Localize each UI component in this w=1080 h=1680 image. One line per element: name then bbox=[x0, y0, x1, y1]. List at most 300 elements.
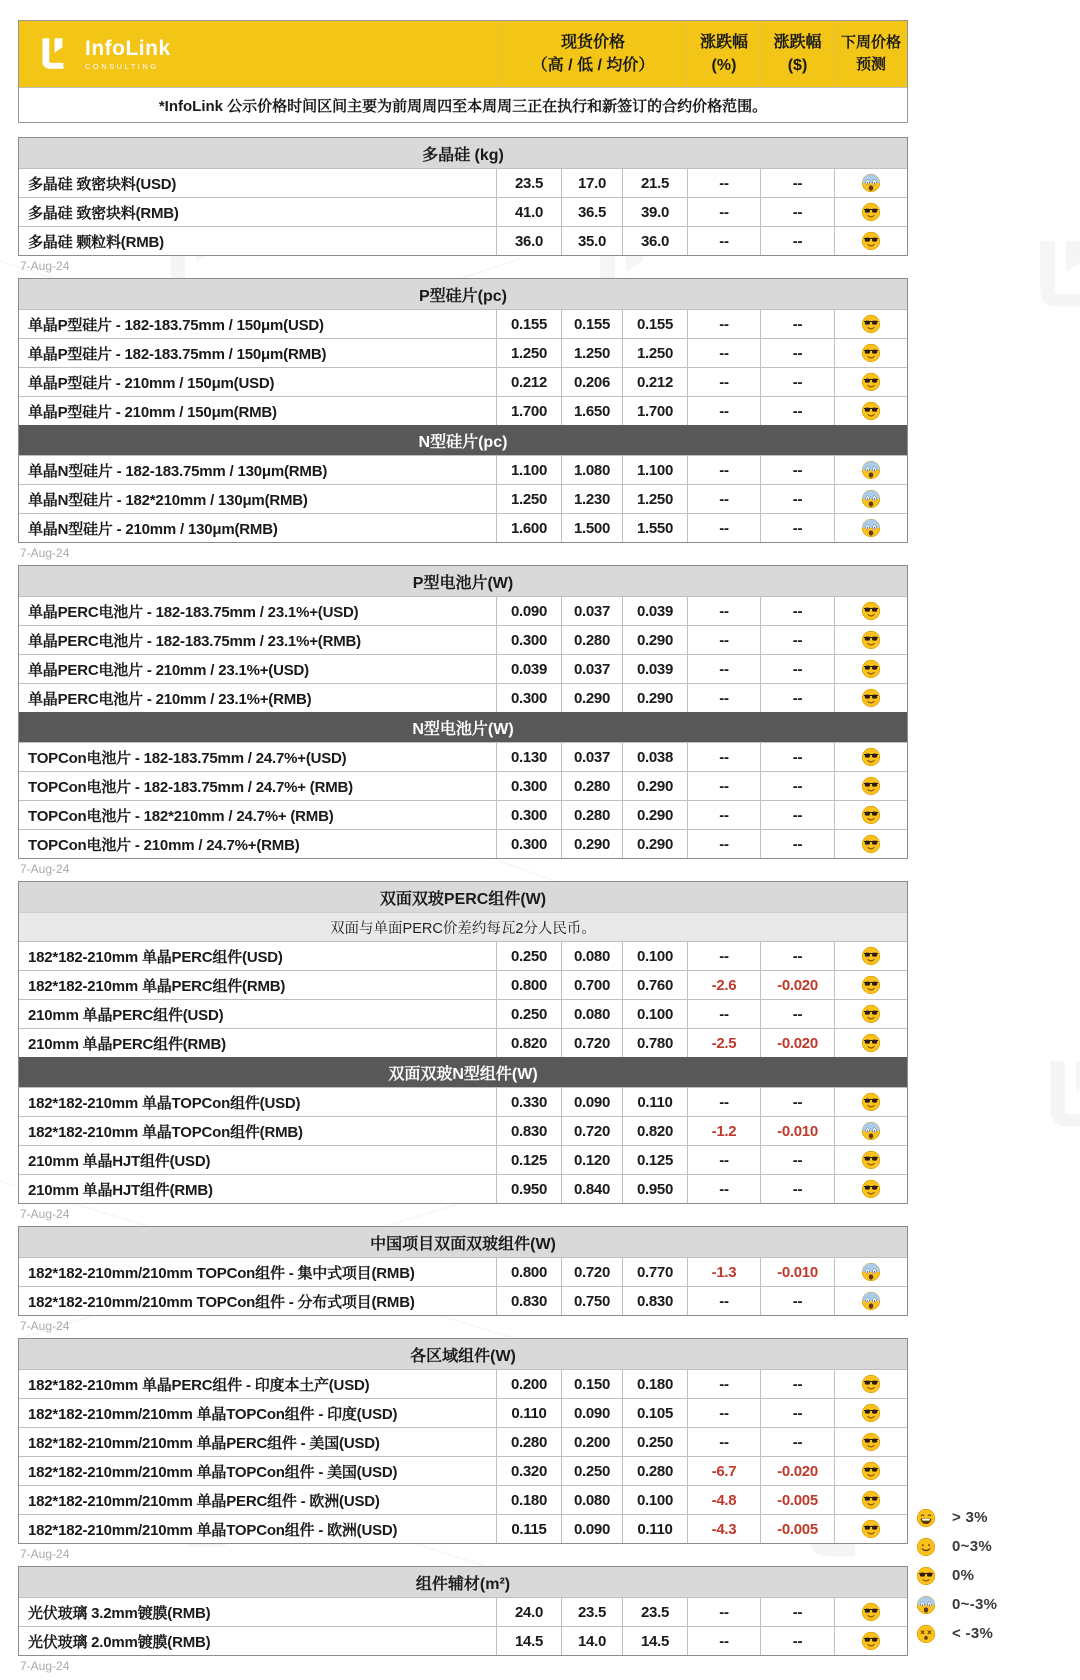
section-header: N型硅片(pc) bbox=[19, 425, 907, 455]
sunglasses-emoji bbox=[861, 834, 881, 854]
forecast-cell bbox=[834, 1399, 907, 1427]
change-pct-cell: -- bbox=[687, 1598, 760, 1626]
change-usd-cell: -- bbox=[760, 456, 834, 484]
forecast-cell bbox=[834, 1088, 907, 1116]
low-price-cell: 0.750 bbox=[561, 1287, 622, 1315]
high-price-cell: 0.250 bbox=[496, 942, 561, 970]
low-price-cell: 0.120 bbox=[561, 1146, 622, 1174]
change-pct-cell: -- bbox=[687, 485, 760, 513]
price-table-block bbox=[18, 278, 908, 543]
table-row bbox=[19, 829, 907, 858]
change-pct-cell: -- bbox=[687, 684, 760, 712]
forecast-cell bbox=[834, 339, 907, 367]
high-price-cell: 36.0 bbox=[496, 227, 561, 255]
product-name-cell: 210mm 单晶PERC组件(RMB) bbox=[28, 1035, 226, 1053]
change-pct-cell: -- bbox=[687, 1399, 760, 1427]
section-header: 中国项目双面双玻组件(W) bbox=[19, 1227, 907, 1257]
low-price-cell: 1.650 bbox=[561, 397, 622, 425]
section-header: 双面双玻N型组件(W) bbox=[19, 1057, 907, 1087]
avg-price-cell: 1.250 bbox=[622, 339, 687, 367]
low-price-cell: 0.280 bbox=[561, 772, 622, 800]
table-row bbox=[19, 742, 907, 771]
change-usd-cell: -0.005 bbox=[760, 1515, 834, 1543]
product-name-cell: 多晶硅 致密块料(RMB) bbox=[28, 204, 179, 222]
section-note: 双面与单面PERC价差约每瓦2分人民币。 bbox=[19, 912, 907, 941]
avg-price-cell: 0.290 bbox=[622, 830, 687, 858]
low-price-cell: 0.290 bbox=[561, 684, 622, 712]
sunglasses-emoji bbox=[861, 1179, 881, 1199]
high-price-cell: 41.0 bbox=[496, 198, 561, 226]
change-usd-cell: -- bbox=[760, 1399, 834, 1427]
sunglasses-emoji bbox=[861, 314, 881, 334]
product-name-cell: 单晶P型硅片 - 210mm / 150μm(USD) bbox=[28, 374, 275, 392]
high-price-cell: 0.950 bbox=[496, 1175, 561, 1203]
low-price-cell: 0.290 bbox=[561, 830, 622, 858]
high-price-cell: 0.180 bbox=[496, 1486, 561, 1514]
forecast-cell bbox=[834, 397, 907, 425]
column-header-forecast bbox=[834, 21, 907, 87]
product-name-cell: 210mm 单晶HJT组件(USD) bbox=[28, 1152, 211, 1170]
sunglasses-emoji bbox=[861, 1403, 881, 1423]
high-price-cell: 23.5 bbox=[496, 169, 561, 197]
low-price-cell: 0.720 bbox=[561, 1258, 622, 1286]
sunglasses-emoji bbox=[861, 343, 881, 363]
brand-name: InfoLink bbox=[85, 37, 171, 60]
price-table-block bbox=[18, 881, 908, 1204]
product-name-cell: 182*182-210mm/210mm TOPCon组件 - 分布式项目(RMB) bbox=[28, 1293, 415, 1311]
avg-price-cell: 0.820 bbox=[622, 1117, 687, 1145]
change-pct-cell: -- bbox=[687, 1428, 760, 1456]
forecast-cell bbox=[834, 684, 907, 712]
change-pct-cell: -- bbox=[687, 801, 760, 829]
forecast-cell bbox=[834, 1428, 907, 1456]
table-row bbox=[19, 800, 907, 829]
forecast-cell bbox=[834, 1175, 907, 1203]
product-name-cell: 单晶PERC电池片 - 182-183.75mm / 23.1%+(USD) bbox=[28, 603, 359, 621]
change-pct-cell: -- bbox=[687, 1370, 760, 1398]
product-name-cell: 182*182-210mm/210mm 单晶TOPCon组件 - 欧洲(USD) bbox=[28, 1521, 398, 1539]
table-row bbox=[19, 1597, 907, 1626]
change-pct-label: 涨跌幅 bbox=[699, 33, 748, 51]
change-pct-cell: -- bbox=[687, 597, 760, 625]
change-usd-cell: -0.020 bbox=[760, 971, 834, 999]
forecast-cell bbox=[834, 1627, 907, 1655]
high-price-cell: 1.700 bbox=[496, 397, 561, 425]
low-price-cell: 36.5 bbox=[561, 198, 622, 226]
high-price-cell: 0.320 bbox=[496, 1457, 561, 1485]
change-pct-cell: -6.7 bbox=[687, 1457, 760, 1485]
avg-price-cell: 0.212 bbox=[622, 368, 687, 396]
forecast-cell bbox=[834, 169, 907, 197]
avg-price-cell: 39.0 bbox=[622, 198, 687, 226]
change-usd-cell: -0.020 bbox=[760, 1029, 834, 1057]
forecast-cell bbox=[834, 227, 907, 255]
avg-price-cell: 0.950 bbox=[622, 1175, 687, 1203]
table-row bbox=[19, 1369, 907, 1398]
forecast-cell bbox=[834, 1457, 907, 1485]
change-usd-cell: -0.005 bbox=[760, 1486, 834, 1514]
high-price-cell: 1.250 bbox=[496, 485, 561, 513]
low-price-cell: 0.080 bbox=[561, 1486, 622, 1514]
high-price-cell: 0.250 bbox=[496, 1000, 561, 1028]
table-row bbox=[19, 1028, 907, 1057]
change-pct-cell: -- bbox=[687, 655, 760, 683]
price-table bbox=[18, 137, 908, 1673]
avg-price-cell: 0.290 bbox=[622, 801, 687, 829]
product-name-cell: 多晶硅 颗粒料(RMB) bbox=[28, 233, 164, 251]
low-price-cell: 0.840 bbox=[561, 1175, 622, 1203]
table-row bbox=[19, 513, 907, 542]
section-header: 组件辅材(m²) bbox=[19, 1567, 907, 1597]
forecast-cell bbox=[834, 485, 907, 513]
avg-price-cell: 21.5 bbox=[622, 169, 687, 197]
product-name-cell: 182*182-210mm/210mm 单晶PERC组件 - 美国(USD) bbox=[28, 1434, 380, 1452]
avg-price-cell: 0.290 bbox=[622, 626, 687, 654]
low-price-cell: 17.0 bbox=[561, 169, 622, 197]
table-row bbox=[19, 1514, 907, 1543]
change-usd-cell: -- bbox=[760, 597, 834, 625]
price-table-block bbox=[18, 137, 908, 256]
table-row bbox=[19, 226, 907, 255]
sunglasses-emoji bbox=[861, 1461, 881, 1481]
avg-price-cell: 36.0 bbox=[622, 227, 687, 255]
change-pct-cell: -2.5 bbox=[687, 1029, 760, 1057]
forecast-cell bbox=[834, 971, 907, 999]
product-name-cell: TOPCon电池片 - 182-183.75mm / 24.7%+ (RMB) bbox=[28, 778, 353, 796]
avg-price-cell: 0.110 bbox=[622, 1515, 687, 1543]
date-stamp: 7-Aug-24 bbox=[20, 862, 70, 876]
table-row bbox=[19, 1398, 907, 1427]
high-price-cell: 0.110 bbox=[496, 1399, 561, 1427]
change-usd-cell: -- bbox=[760, 743, 834, 771]
section-header: 各区域组件(W) bbox=[19, 1339, 907, 1369]
low-price-cell: 0.155 bbox=[561, 310, 622, 338]
product-name-cell: 210mm 单晶PERC组件(USD) bbox=[28, 1006, 224, 1024]
change-pct-cell: -- bbox=[687, 169, 760, 197]
low-price-cell: 0.250 bbox=[561, 1457, 622, 1485]
high-price-cell: 0.300 bbox=[496, 684, 561, 712]
sunglasses-emoji bbox=[861, 601, 881, 621]
change-pct-cell: -- bbox=[687, 1000, 760, 1028]
avg-price-cell: 0.100 bbox=[622, 1000, 687, 1028]
date-stamp: 7-Aug-24 bbox=[20, 1547, 70, 1561]
sunglasses-emoji bbox=[861, 630, 881, 650]
low-price-cell: 0.037 bbox=[561, 597, 622, 625]
sunglasses-emoji bbox=[861, 1602, 881, 1622]
change-usd-cell: -0.020 bbox=[760, 1457, 834, 1485]
scream-emoji bbox=[861, 1262, 881, 1282]
change-usd-cell: -- bbox=[760, 830, 834, 858]
legend-label: 0% bbox=[952, 1567, 975, 1584]
table-row bbox=[19, 654, 907, 683]
product-name-cell: 182*182-210mm 单晶PERC组件(USD) bbox=[28, 948, 283, 966]
forecast-label-line2: 预测 bbox=[855, 56, 886, 73]
price-table-block bbox=[18, 1566, 908, 1656]
avg-price-cell: 0.155 bbox=[622, 310, 687, 338]
product-name-cell: TOPCon电池片 - 182-183.75mm / 24.7%+(USD) bbox=[28, 749, 347, 767]
table-row bbox=[19, 970, 907, 999]
forecast-cell bbox=[834, 456, 907, 484]
change-pct-cell: -- bbox=[687, 942, 760, 970]
table-row bbox=[19, 1145, 907, 1174]
date-stamp: 7-Aug-24 bbox=[20, 1659, 70, 1673]
forecast-cell bbox=[834, 1117, 907, 1145]
low-price-cell: 0.150 bbox=[561, 1370, 622, 1398]
change-usd-cell: -- bbox=[760, 1428, 834, 1456]
avg-price-cell: 0.780 bbox=[622, 1029, 687, 1057]
forecast-cell bbox=[834, 597, 907, 625]
product-name-cell: 182*182-210mm/210mm 单晶PERC组件 - 欧洲(USD) bbox=[28, 1492, 380, 1510]
brand-text bbox=[85, 37, 171, 71]
change-usd-cell: -- bbox=[760, 684, 834, 712]
change-pct-cell: -- bbox=[687, 310, 760, 338]
sunglasses-emoji bbox=[861, 372, 881, 392]
table-row bbox=[19, 1257, 907, 1286]
product-name-cell: 182*182-210mm/210mm TOPCon组件 - 集中式项目(RMB) bbox=[28, 1264, 415, 1282]
table-row bbox=[19, 625, 907, 654]
forecast-cell bbox=[834, 626, 907, 654]
avg-price-cell: 0.100 bbox=[622, 942, 687, 970]
forecast-cell bbox=[834, 198, 907, 226]
avg-price-cell: 0.290 bbox=[622, 684, 687, 712]
avg-price-cell: 1.550 bbox=[622, 514, 687, 542]
change-pct-cell: -4.8 bbox=[687, 1486, 760, 1514]
legend-item bbox=[916, 1619, 997, 1648]
change-pct-cell: -- bbox=[687, 514, 760, 542]
sunglasses-emoji bbox=[861, 776, 881, 796]
avg-price-cell: 0.125 bbox=[622, 1146, 687, 1174]
forecast-cell bbox=[834, 1486, 907, 1514]
low-price-cell: 1.250 bbox=[561, 339, 622, 367]
change-pct-cell: -- bbox=[687, 743, 760, 771]
low-price-cell: 0.280 bbox=[561, 626, 622, 654]
low-price-cell: 0.720 bbox=[561, 1117, 622, 1145]
forecast-cell bbox=[834, 1598, 907, 1626]
forecast-cell bbox=[834, 942, 907, 970]
low-price-cell: 1.500 bbox=[561, 514, 622, 542]
legend-label: 0~3% bbox=[952, 1538, 992, 1555]
product-name-cell: 182*182-210mm/210mm 单晶TOPCon组件 - 美国(USD) bbox=[28, 1463, 398, 1481]
forecast-cell bbox=[834, 743, 907, 771]
change-pct-unit: (%) bbox=[711, 57, 737, 74]
forecast-cell bbox=[834, 368, 907, 396]
avg-price-cell: 0.039 bbox=[622, 597, 687, 625]
legend-label: < -3% bbox=[952, 1625, 994, 1642]
table-row bbox=[19, 338, 907, 367]
avg-price-cell: 0.180 bbox=[622, 1370, 687, 1398]
change-pct-cell: -- bbox=[687, 626, 760, 654]
product-name-cell: 单晶P型硅片 - 182-183.75mm / 150μm(RMB) bbox=[28, 345, 327, 363]
change-pct-cell: -- bbox=[687, 1627, 760, 1655]
section-header: P型硅片(pc) bbox=[19, 279, 907, 309]
low-price-cell: 0.080 bbox=[561, 1000, 622, 1028]
forecast-cell bbox=[834, 310, 907, 338]
sunglasses-emoji bbox=[861, 1519, 881, 1539]
forecast-cell bbox=[834, 1515, 907, 1543]
high-price-cell: 0.200 bbox=[496, 1370, 561, 1398]
scream-emoji bbox=[916, 1595, 936, 1615]
infolink-logo bbox=[19, 21, 498, 87]
high-price-cell: 0.830 bbox=[496, 1287, 561, 1315]
change-usd-cell: -- bbox=[760, 1088, 834, 1116]
avg-price-cell: 0.280 bbox=[622, 1457, 687, 1485]
sunglasses-emoji bbox=[861, 231, 881, 251]
change-usd-cell: -- bbox=[760, 801, 834, 829]
date-stamp: 7-Aug-24 bbox=[20, 546, 70, 560]
change-usd-cell: -- bbox=[760, 1146, 834, 1174]
high-price-cell: 0.800 bbox=[496, 971, 561, 999]
product-name-cell: 单晶N型硅片 - 182*210mm / 130μm(RMB) bbox=[28, 491, 308, 509]
table-row bbox=[19, 1485, 907, 1514]
forecast-cell bbox=[834, 655, 907, 683]
product-name-cell: 单晶PERC电池片 - 210mm / 23.1%+(RMB) bbox=[28, 690, 312, 708]
avg-price-cell: 23.5 bbox=[622, 1598, 687, 1626]
change-usd-cell: -- bbox=[760, 772, 834, 800]
high-price-cell: 0.300 bbox=[496, 772, 561, 800]
table-row bbox=[19, 1427, 907, 1456]
forecast-cell bbox=[834, 514, 907, 542]
sunglasses-emoji bbox=[861, 1374, 881, 1394]
scream-emoji bbox=[861, 489, 881, 509]
sunglasses-emoji bbox=[861, 1150, 881, 1170]
sunglasses-emoji bbox=[916, 1566, 936, 1586]
high-price-cell: 0.090 bbox=[496, 597, 561, 625]
product-name-cell: 210mm 单晶HJT组件(RMB) bbox=[28, 1181, 213, 1199]
table-row bbox=[19, 455, 907, 484]
table-row bbox=[19, 941, 907, 970]
avg-price-cell: 0.110 bbox=[622, 1088, 687, 1116]
table-row bbox=[19, 683, 907, 712]
low-price-cell: 0.037 bbox=[561, 655, 622, 683]
product-name-cell: 182*182-210mm 单晶TOPCon组件(RMB) bbox=[28, 1123, 303, 1141]
avg-price-cell: 0.038 bbox=[622, 743, 687, 771]
high-price-cell: 0.820 bbox=[496, 1029, 561, 1057]
high-price-cell: 1.250 bbox=[496, 339, 561, 367]
low-price-cell: 0.090 bbox=[561, 1515, 622, 1543]
forecast-cell bbox=[834, 801, 907, 829]
high-price-cell: 0.830 bbox=[496, 1117, 561, 1145]
table-row bbox=[19, 771, 907, 800]
sunglasses-emoji bbox=[861, 805, 881, 825]
high-price-cell: 1.600 bbox=[496, 514, 561, 542]
high-price-cell: 0.280 bbox=[496, 1428, 561, 1456]
scream-emoji bbox=[861, 173, 881, 193]
sunglasses-emoji bbox=[861, 1490, 881, 1510]
avg-price-cell: 0.770 bbox=[622, 1258, 687, 1286]
report-header bbox=[18, 20, 908, 123]
change-usd-cell: -- bbox=[760, 1370, 834, 1398]
change-usd-cell: -- bbox=[760, 1598, 834, 1626]
change-pct-cell: -1.3 bbox=[687, 1258, 760, 1286]
high-price-cell: 0.300 bbox=[496, 830, 561, 858]
change-pct-cell: -1.2 bbox=[687, 1117, 760, 1145]
high-price-cell: 24.0 bbox=[496, 1598, 561, 1626]
legend-item bbox=[916, 1503, 997, 1532]
change-pct-cell: -- bbox=[687, 227, 760, 255]
spot-price-label: 现货价格 bbox=[560, 33, 625, 51]
table-row bbox=[19, 1087, 907, 1116]
low-price-cell: 35.0 bbox=[561, 227, 622, 255]
column-header-change-pct bbox=[687, 21, 760, 87]
forecast-cell bbox=[834, 1287, 907, 1315]
date-stamp: 7-Aug-24 bbox=[20, 259, 70, 273]
product-name-cell: 182*182-210mm 单晶PERC组件 - 印度本土产(USD) bbox=[28, 1376, 370, 1394]
date-stamp: 7-Aug-24 bbox=[20, 1207, 70, 1221]
table-row bbox=[19, 309, 907, 338]
brand-subtitle: CONSULTING bbox=[85, 62, 159, 71]
low-price-cell: 0.206 bbox=[561, 368, 622, 396]
product-name-cell: 182*182-210mm 单晶TOPCon组件(USD) bbox=[28, 1094, 301, 1112]
forecast-cell bbox=[834, 772, 907, 800]
avg-price-cell: 1.250 bbox=[622, 485, 687, 513]
change-pct-cell: -- bbox=[687, 830, 760, 858]
table-row bbox=[19, 999, 907, 1028]
sunglasses-emoji bbox=[861, 401, 881, 421]
product-name-cell: 光伏玻璃 3.2mm镀膜(RMB) bbox=[28, 1604, 211, 1622]
avg-price-cell: 0.105 bbox=[622, 1399, 687, 1427]
section-header: 多晶硅 (kg) bbox=[19, 138, 907, 168]
table-row bbox=[19, 596, 907, 625]
table-row bbox=[19, 1626, 907, 1655]
legend-item bbox=[916, 1532, 997, 1561]
change-pct-cell: -- bbox=[687, 397, 760, 425]
low-price-cell: 0.090 bbox=[561, 1088, 622, 1116]
product-name-cell: TOPCon电池片 - 210mm / 24.7%+(RMB) bbox=[28, 836, 300, 854]
change-pct-cell: -- bbox=[687, 198, 760, 226]
low-price-cell: 0.080 bbox=[561, 942, 622, 970]
change-usd-cell: -- bbox=[760, 1175, 834, 1203]
sunglasses-emoji bbox=[861, 747, 881, 767]
change-usd-cell: -0.010 bbox=[760, 1258, 834, 1286]
column-header-change-usd bbox=[760, 21, 834, 87]
column-header-spot-price bbox=[498, 21, 687, 87]
date-stamp: 7-Aug-24 bbox=[20, 1319, 70, 1333]
avg-price-cell: 0.760 bbox=[622, 971, 687, 999]
change-usd-cell: -- bbox=[760, 310, 834, 338]
change-usd-cell: -- bbox=[760, 397, 834, 425]
low-price-cell: 0.280 bbox=[561, 801, 622, 829]
disclaimer-note: *InfoLink 公示价格时间区间主要为前周周四至本周周三正在执行和新签订的合约价格范围。 bbox=[19, 87, 907, 122]
change-usd-cell: -- bbox=[760, 368, 834, 396]
product-name-cell: 单晶P型硅片 - 210mm / 150μm(RMB) bbox=[28, 403, 277, 421]
change-pct-cell: -4.3 bbox=[687, 1515, 760, 1543]
table-row bbox=[19, 367, 907, 396]
sunglasses-emoji bbox=[861, 659, 881, 679]
forecast-cell bbox=[834, 1258, 907, 1286]
low-price-cell: 23.5 bbox=[561, 1598, 622, 1626]
change-pct-cell: -- bbox=[687, 1088, 760, 1116]
avg-price-cell: 0.100 bbox=[622, 1486, 687, 1514]
section-header: N型电池片(W) bbox=[19, 712, 907, 742]
avg-price-cell: 0.830 bbox=[622, 1287, 687, 1315]
scream-emoji bbox=[861, 1291, 881, 1311]
change-pct-cell: -- bbox=[687, 1175, 760, 1203]
low-price-cell: 1.080 bbox=[561, 456, 622, 484]
high-price-cell: 0.130 bbox=[496, 743, 561, 771]
scream-emoji bbox=[861, 1121, 881, 1141]
table-row bbox=[19, 1174, 907, 1203]
table-row bbox=[19, 1286, 907, 1315]
low-price-cell: 1.230 bbox=[561, 485, 622, 513]
table-row bbox=[19, 1116, 907, 1145]
high-price-cell: 0.300 bbox=[496, 801, 561, 829]
table-row bbox=[19, 197, 907, 226]
high-price-cell: 0.300 bbox=[496, 626, 561, 654]
sunglasses-emoji bbox=[861, 946, 881, 966]
low-price-cell: 0.700 bbox=[561, 971, 622, 999]
scream-emoji bbox=[861, 518, 881, 538]
change-usd-cell: -- bbox=[760, 1627, 834, 1655]
